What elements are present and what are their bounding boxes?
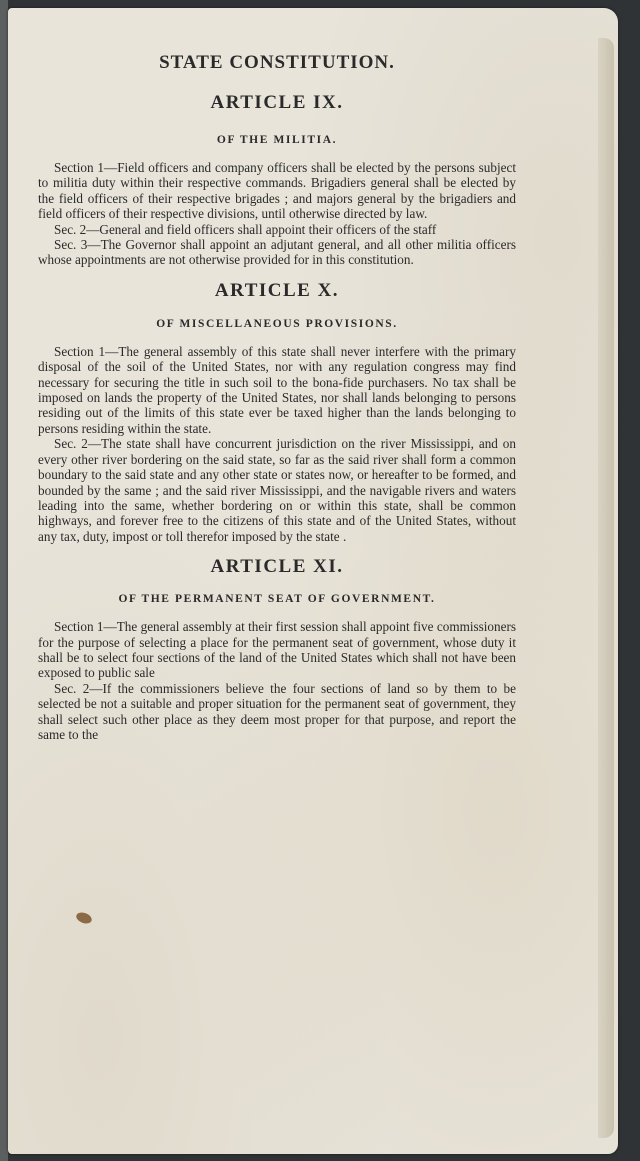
- article-11-section-1: Section 1—The general assembly at their first session shall appoint five commissioners for the purpose of selecting a place for the permanent seat of government, whose duty it shall be to select four sections of the land of the United States which shall not have been exposed to public sale: [38, 619, 516, 681]
- article-9: [38, 92, 516, 268]
- article-9-section-3: Sec. 3—The Governor shall appoint an adjutant general, and all other militia officers whose appointments are not otherwise provided for in this constitution.: [38, 237, 516, 268]
- article-11-title: ARTICLE XI.: [210, 556, 344, 578]
- article-9-subtitle: OF THE MILITIA.: [216, 134, 338, 146]
- ink-stain: [75, 911, 93, 926]
- article-9-section-1: Section 1—Field officers and company officers shall be elected by the persons subject to militia duty within their respective commands. Brigadiers general shall be elected by the field officers of their respective brigades ; and majors general by the brigadiers and field officers of their respective divisions, until otherwise directed by law.: [38, 160, 516, 222]
- page-edge: [598, 38, 614, 1138]
- article-10-title: ARTICLE X.: [214, 279, 340, 301]
- article-11-subtitle: OF THE PERMANENT SEAT OF GOVERNMENT.: [118, 593, 436, 606]
- document-page: [8, 8, 618, 1154]
- article-10-section-1: Section 1—The general assembly of this state shall never interfere with the primary disposal of the soil of the United States, nor with any regulation congress may find necessary for securing the title in such soil to the bona-fide purchasers. No tax shall be imposed on lands the property of the United States, nor shall lands belonging to persons residing out of the limits of this state ever be taxed higher than the lands belonging to persons residing within the state.: [38, 343, 516, 436]
- article-10-section-2: Sec. 2—The state shall have concurrent jurisdiction on the river Mississippi, and on every other river bordering on the said state, so far as the said river shall form a common boundary to the said state and any other state or states now, or hereafter to be formed, and bounded by the same ; and the said river Mississippi, and the navigable rivers and waters leading into the same, whether bordering on or within this state, shall be common highways, and forever free to the citizens of this state and of the United States, without any tax, duty, impost or toll therefor imposed by the state .: [38, 436, 516, 544]
- article-9-section-2: Sec. 2—General and field officers shall appoint their officers of the staff: [54, 221, 437, 237]
- article-11: [38, 556, 516, 742]
- running-head: STATE CONSTITUTION.: [159, 52, 395, 73]
- scanner-left-border: [0, 0, 8, 1161]
- article-11-section-2: Sec. 2—If the commissioners believe the four sections of land so by them to be selected be not a suitable and proper situation for the permanent seat of government, they shall select such other place as they deem most proper for that purpose, and report the same to the: [38, 680, 516, 742]
- article-10-subtitle: OF MISCELLANEOUS PROVISIONS.: [156, 317, 398, 330]
- page-content: [38, 52, 516, 742]
- article-10: [38, 280, 516, 544]
- article-9-title: ARTICLE IX.: [210, 92, 344, 113]
